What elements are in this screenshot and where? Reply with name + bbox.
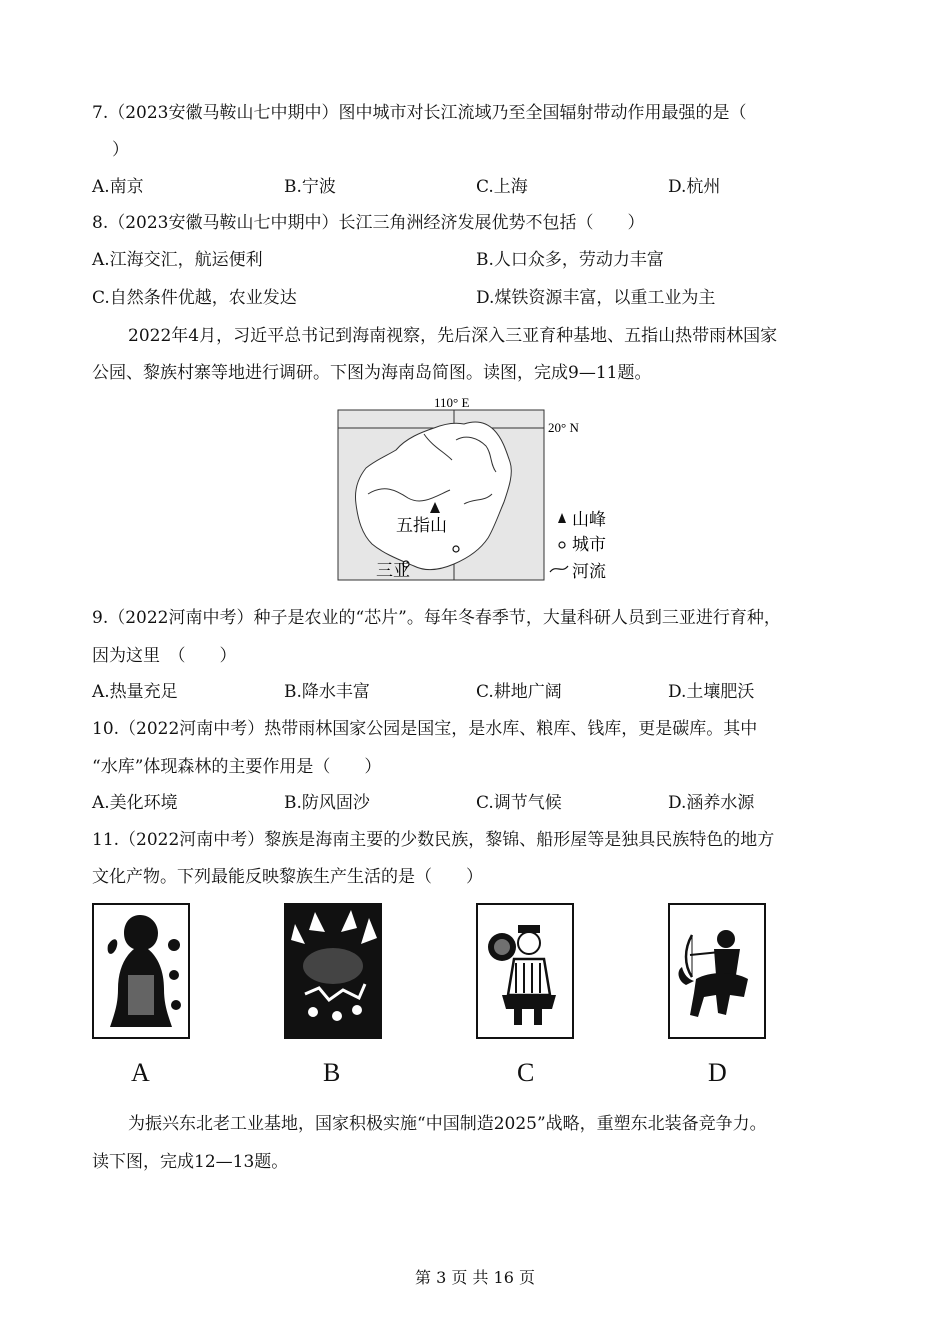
longitude-label: 110° E xyxy=(434,395,470,410)
q8-option-b: B.人口众多，劳动力丰富 xyxy=(476,250,664,270)
q9-option-a: A.热量充足 xyxy=(92,682,178,702)
papercut-a-woman-icon xyxy=(92,903,190,1039)
q9-option-c: C.耕地广阔 xyxy=(476,682,562,702)
q7-option-b: B.宁波 xyxy=(284,177,336,197)
hainan-map-svg xyxy=(336,394,616,584)
q10-option-a: A.美化环境 xyxy=(92,793,178,813)
city-icon-east xyxy=(453,546,459,552)
q7-option-d: D.杭州 xyxy=(668,177,721,197)
legend-peak-label: 山峰 xyxy=(572,510,606,530)
legend-river-icon xyxy=(550,566,568,572)
q7-option-c: C.上海 xyxy=(476,177,528,197)
q8-option-a: A.江海交汇，航运便利 xyxy=(92,250,263,270)
intro2-line2: 读下图，完成12—13题。 xyxy=(92,1152,289,1172)
q9-stem-line1: 9.（2022河南中考）种子是农业的“芯片”。每年冬春季节，大量科研人员到三亚进行育种， xyxy=(92,608,781,628)
hainan-map xyxy=(336,394,616,584)
legend-city-label: 城市 xyxy=(572,535,606,555)
page-number: 第 3 页 共 16 页 xyxy=(415,1268,535,1287)
q10-stem-line1: 10.（2022河南中考）热带雨林国家公园是国宝，是水库、粮库、钱库，更是碳库。其中 xyxy=(92,719,758,739)
q9-stem-line2: 因为这里 （ ） xyxy=(92,646,237,666)
option-label-b: B xyxy=(323,1058,341,1087)
q8-option-c: C.自然条件优越，农业发达 xyxy=(92,288,297,308)
papercut-b-rainforest-icon xyxy=(284,903,382,1039)
q9-option-b: B.降水丰富 xyxy=(284,682,370,702)
q8-option-d: D.煤铁资源丰富，以重工业为主 xyxy=(476,288,716,308)
city-label: 三亚 xyxy=(376,561,410,581)
intro2-line1: 为振兴东北老工业基地，国家积极实施“中国制造2025”战略，重塑东北装备竞争力。 xyxy=(128,1114,767,1134)
latitude-label: 20° N xyxy=(548,420,579,435)
q7-option-a: A.南京 xyxy=(92,177,144,197)
q10-option-d: D.涵养水源 xyxy=(668,793,755,813)
intro1-line1: 2022年4月，习近平总书记到海南视察，先后深入三亚育种基地、五指山热带雨林国家 xyxy=(128,326,778,346)
q8-stem: 8.（2023安徽马鞍山七中期中）长江三角洲经济发展优势不包括（ ） xyxy=(92,213,645,233)
legend-city-icon xyxy=(559,542,565,548)
q11-stem-line1: 11.（2022河南中考）黎族是海南主要的少数民族，黎锦、船形屋等是独具民族特色的地方 xyxy=(92,830,775,850)
q7-stem-end: ） xyxy=(112,140,129,160)
papercut-c-drummer-icon xyxy=(476,903,574,1039)
q10-stem-line2: “水库”体现森林的主要作用是（ ） xyxy=(92,757,382,777)
q9-option-d: D.土壤肥沃 xyxy=(668,682,755,702)
q10-option-b: B.防风固沙 xyxy=(284,793,370,813)
intro1-line2: 公园、黎族村寨等地进行调研。下图为海南岛简图。读图，完成9—11题。 xyxy=(92,363,652,383)
legend-river-label: 河流 xyxy=(572,562,606,582)
option-label-a: A xyxy=(131,1058,150,1087)
q11-stem-line2: 文化产物。下列最能反映黎族生产生活的是（ ） xyxy=(92,867,483,887)
option-label-c: C xyxy=(517,1058,535,1087)
option-label-d: D xyxy=(708,1058,727,1087)
q10-option-c: C.调节气候 xyxy=(476,793,562,813)
legend-peak-icon xyxy=(558,513,566,523)
peak-label: 五指山 xyxy=(396,516,447,536)
q7-stem: 7.（2023安徽马鞍山七中期中）图中城市对长江流域乃至全国辐射带动作用最强的是（ xyxy=(92,103,747,123)
papercut-d-archer-icon xyxy=(668,903,766,1039)
